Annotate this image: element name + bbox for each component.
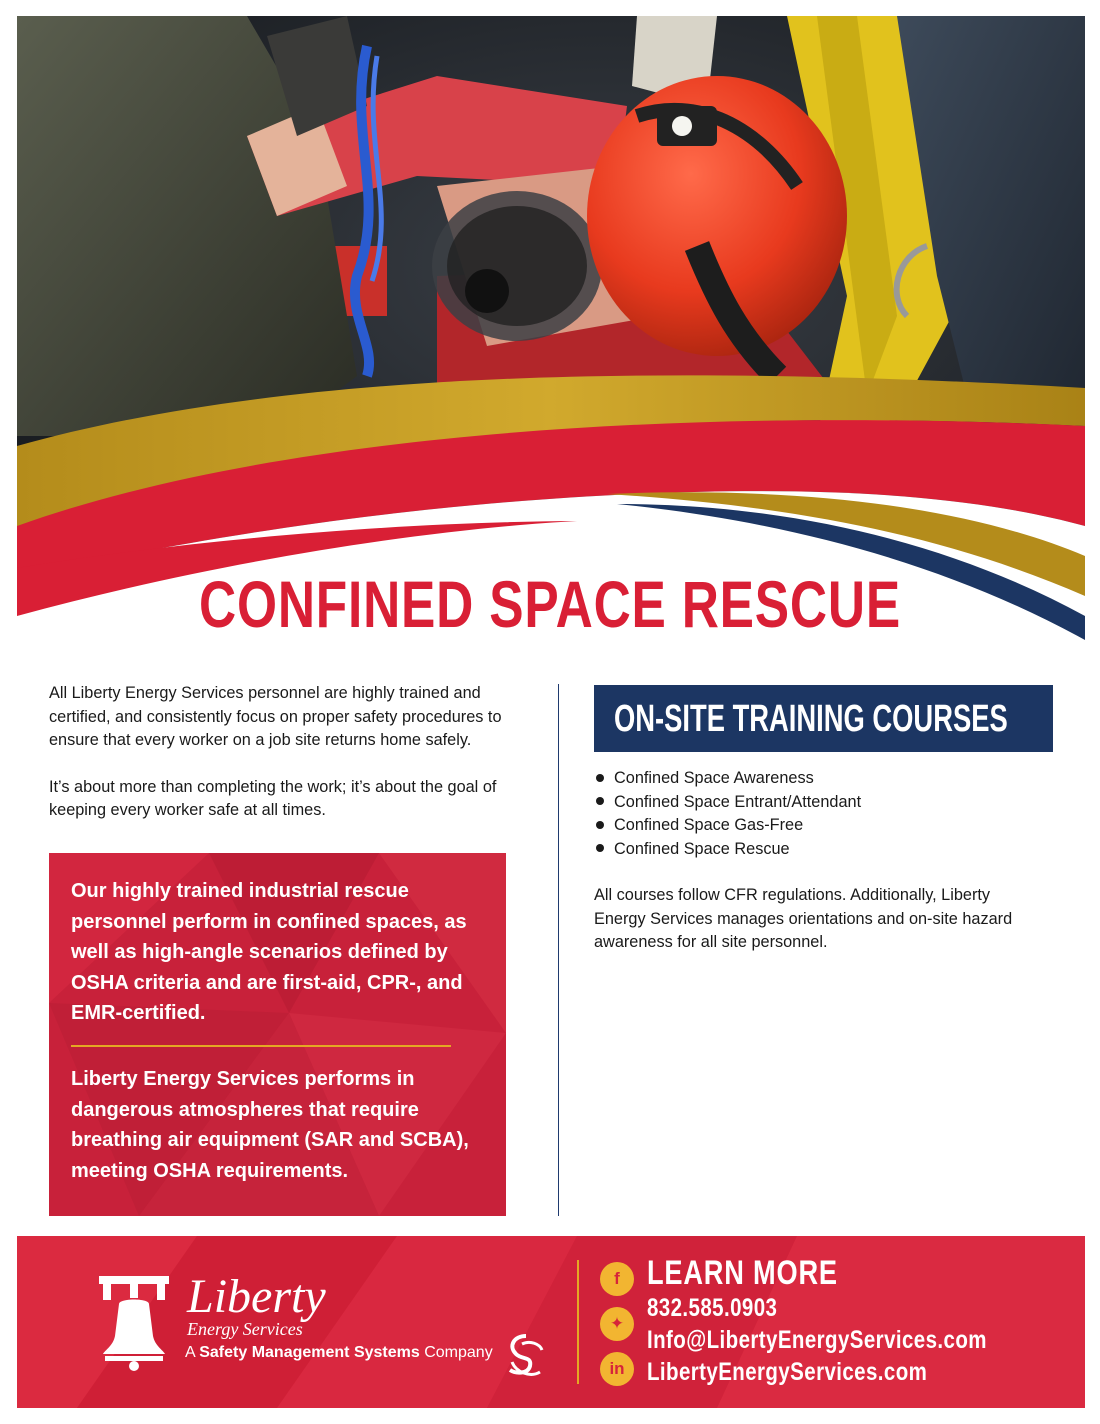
course-item: Confined Space Awareness: [594, 767, 861, 791]
phone-number[interactable]: 832.585.0903: [647, 1294, 778, 1322]
page-title: CONFINED SPACE RESCUE: [199, 567, 901, 641]
highlight-paragraph-2: Liberty Energy Services performs in dangerous atmospheres that require breathing air equipment (SAR and SCBA), meeting OSHA requirements.: [71, 1067, 469, 1182]
courses-heading-text: ON-SITE TRAINING COURSES: [614, 698, 1008, 740]
brand-subtitle: Energy Services: [187, 1319, 303, 1339]
course-item: Confined Space Entrant/Attendant: [594, 791, 861, 815]
bullet-icon: [596, 821, 604, 829]
courses-note: All courses follow CFR regulations. Additionally, Liberty Energy Services manages orientations and on-site hazard awareness for all site personnel.: [594, 886, 1013, 951]
courses-heading: [594, 685, 1053, 752]
course-list: [594, 767, 861, 861]
learn-more-heading: LEARN MORE: [647, 1254, 838, 1292]
email-link[interactable]: Info@LibertyEnergyServices.com: [647, 1326, 987, 1354]
sms-logo-icon: [502, 1332, 550, 1380]
column-divider: [558, 684, 559, 1216]
highlight-box: [49, 853, 506, 1216]
brand-name: Liberty: [187, 1270, 326, 1323]
highlight-content: [71, 876, 481, 1186]
course-item: Confined Space Gas-Free: [594, 814, 861, 838]
facebook-icon[interactable]: f: [600, 1262, 634, 1296]
rescue-worker-photo: [17, 16, 1085, 640]
highlight-paragraph-1: Our highly trained industrial rescue personnel perform in confined spaces, as well as high-angle scenarios defined by OSHA criteria and are first-aid, CPR-, and EMR-certified.: [71, 880, 467, 1025]
intro-paragraph-1: All Liberty Energy Services personnel are highly trained and certified, and consistently focus on proper safety procedures to ensure that every worker on a job site returns home safely.: [49, 684, 502, 749]
bullet-icon: [596, 844, 604, 852]
bullet-icon: [596, 797, 604, 805]
intro-text: [49, 682, 539, 846]
bullet-icon: [596, 774, 604, 782]
footer: [17, 1236, 1085, 1408]
course-item: Confined Space Rescue: [594, 838, 861, 862]
highlight-divider: [71, 1045, 451, 1047]
linkedin-icon[interactable]: in: [600, 1352, 634, 1386]
website-link[interactable]: LibertyEnergyServices.com: [647, 1358, 928, 1386]
tagline: A Safety Management Systems Company: [185, 1344, 493, 1361]
footer-divider: [577, 1260, 579, 1384]
liberty-bell-logo: [99, 1276, 169, 1372]
intro-paragraph-2: It’s about more than completing the work; it’s about the goal of keeping every worker safe at all times.: [49, 777, 497, 819]
twitter-icon[interactable]: ✦: [600, 1307, 634, 1341]
hero-image: [17, 16, 1085, 640]
